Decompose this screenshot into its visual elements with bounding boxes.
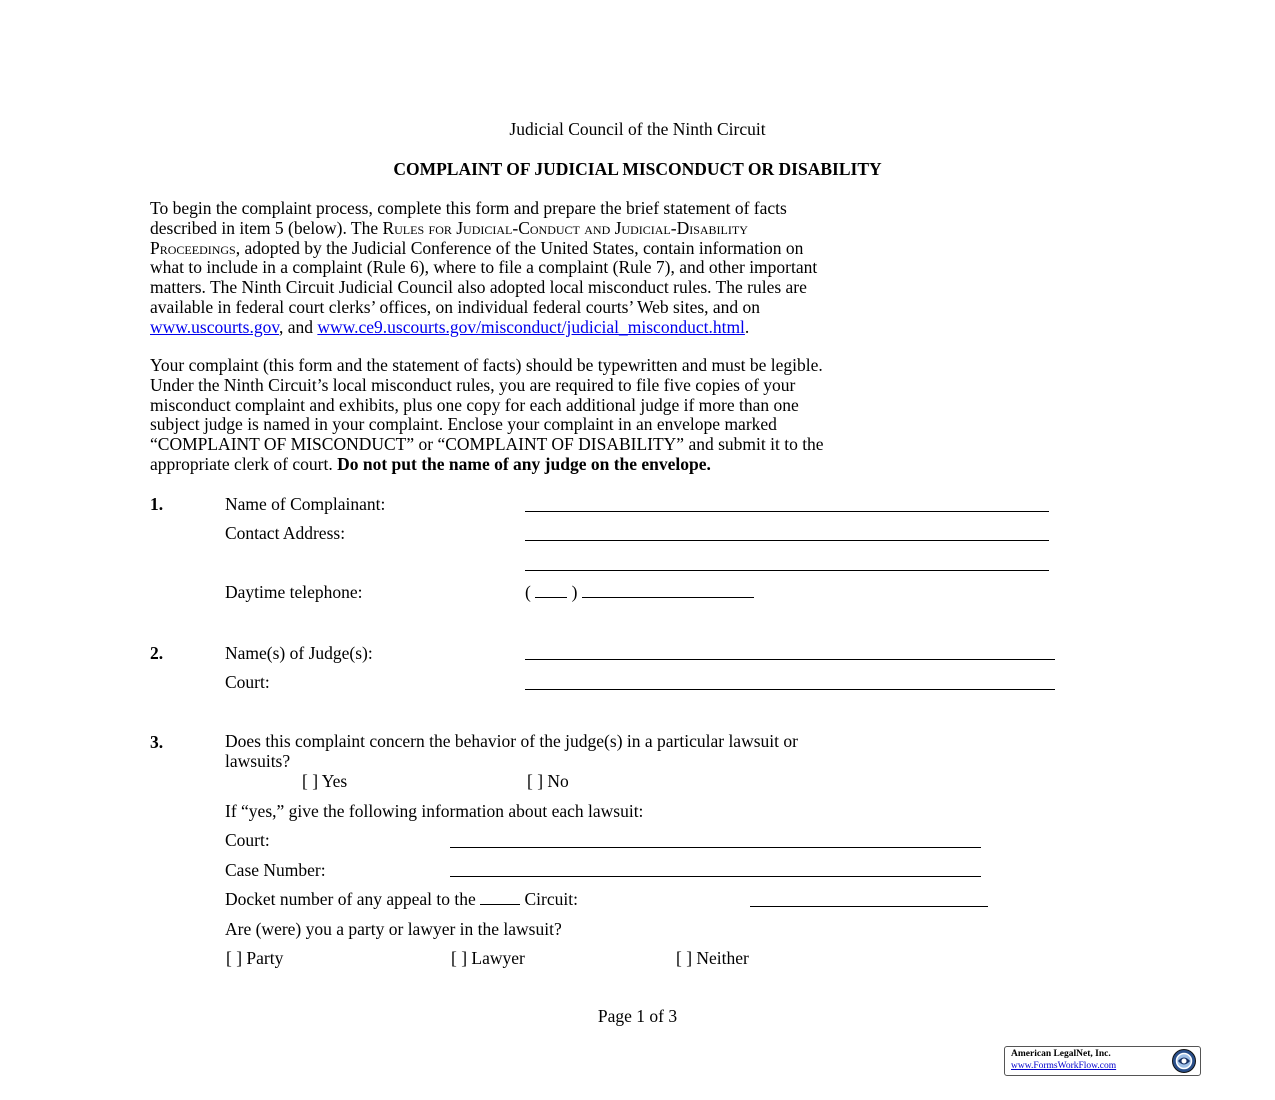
phone-number-field[interactable] bbox=[582, 583, 754, 598]
intro-text: , and bbox=[278, 316, 318, 337]
rules-title: Rules for Judicial-Conduct and Judicial-Disability bbox=[382, 217, 748, 238]
judge-court-field[interactable] bbox=[525, 689, 1055, 690]
instructions-line: Your complaint (this form and the statement of facts) should be typewritten and must be legible. bbox=[150, 355, 823, 375]
instructions-text: appropriate clerk of court. bbox=[150, 453, 338, 474]
intro-line bbox=[150, 219, 1125, 239]
american-legalnet-logo[interactable] bbox=[1004, 1046, 1201, 1076]
lawsuit-question bbox=[225, 732, 798, 772]
contact-address-field-1[interactable] bbox=[525, 540, 1049, 541]
intro-line: what to include in a complaint (Rule 6), where to file a complaint (Rule 7), and other important bbox=[150, 257, 818, 278]
intro-line bbox=[150, 318, 1125, 338]
uscourts-link[interactable]: www.uscourts.gov bbox=[150, 316, 279, 337]
party-checkbox[interactable]: [ ] Party bbox=[226, 948, 284, 968]
daytime-telephone-label: Daytime telephone: bbox=[225, 582, 363, 602]
neither-checkbox[interactable]: [ ] Neither bbox=[676, 948, 749, 968]
page-number: Page 1 of 3 bbox=[597, 1006, 678, 1026]
complainant-name-field[interactable] bbox=[525, 511, 1049, 512]
instructions-line: misconduct complaint and exhibits, plus one copy for each additional judge if more than one bbox=[150, 394, 799, 415]
instructions-line: “COMPLAINT OF MISCONDUCT” or “COMPLAINT OF DISABILITY” and submit it to the bbox=[150, 434, 824, 455]
judges-name-label: Name(s) of Judge(s): bbox=[225, 643, 373, 663]
intro-line bbox=[150, 239, 1125, 259]
case-number-field[interactable] bbox=[450, 876, 981, 877]
judges-name-field[interactable] bbox=[525, 659, 1055, 660]
logo-url[interactable]: www.FormsWorkFlow.com bbox=[1011, 1061, 1117, 1071]
docket-text: Circuit: bbox=[520, 889, 578, 909]
lawsuit-info-instruction: If “yes,” give the following information about each lawsuit: bbox=[225, 801, 644, 821]
intro-line: To begin the complaint process, complete this form and prepare the brief statement of facts bbox=[150, 198, 787, 218]
contact-address-label: Contact Address: bbox=[225, 523, 346, 543]
intro-text: , adopted by the Judicial Conference of the United States, contain information on bbox=[235, 237, 804, 258]
lawsuit-court-label: Court: bbox=[225, 830, 270, 850]
paren-close: ) bbox=[571, 582, 578, 602]
intro-text: . bbox=[744, 316, 750, 337]
intro-line: available in federal court clerks’ offices, on individual federal courts’ Web sites, and on bbox=[150, 296, 761, 317]
circuit-field[interactable] bbox=[480, 890, 520, 905]
globe-icon bbox=[1171, 1048, 1197, 1074]
contact-address-field-2[interactable] bbox=[525, 570, 1049, 571]
lawsuit-court-field[interactable] bbox=[450, 847, 981, 848]
section-number: 3. bbox=[150, 732, 164, 752]
paren-open: ( bbox=[525, 582, 531, 602]
instructions-line bbox=[150, 455, 1125, 475]
no-checkbox[interactable]: [ ] No bbox=[527, 771, 569, 791]
rules-title: Proceedings bbox=[150, 237, 236, 258]
ce9-misconduct-link[interactable]: www.ce9.uscourts.gov/misconduct/judicial_misconduct.html bbox=[317, 316, 745, 337]
docket-number-field[interactable] bbox=[750, 906, 988, 907]
section-number: 2. bbox=[150, 643, 164, 663]
instructions-line: Under the Ninth Circuit’s local misconduct rules, you are required to file five copies of your bbox=[150, 374, 796, 395]
case-number-label: Case Number: bbox=[225, 860, 326, 880]
section-number: 1. bbox=[150, 494, 164, 514]
question-line: Does this complaint concern the behavior of the judge(s) in a particular lawsuit or bbox=[225, 731, 798, 751]
docket-number-label bbox=[225, 889, 578, 910]
instructions-line: subject judge is named in your complaint. Enclose your complaint in an envelope marked bbox=[150, 414, 777, 435]
question-line: lawsuits? bbox=[225, 750, 291, 771]
intro-paragraph bbox=[150, 199, 1125, 338]
logo-name: American LegalNet, Inc. bbox=[1011, 1049, 1111, 1059]
instructions-paragraph bbox=[150, 356, 1125, 475]
party-question: Are (were) you a party or lawyer in the lawsuit? bbox=[225, 919, 562, 939]
telephone-field bbox=[525, 582, 754, 603]
area-code-field[interactable] bbox=[535, 583, 567, 598]
intro-line: matters. The Ninth Circuit Judicial Council also adopted local misconduct rules. The rules are bbox=[150, 277, 807, 298]
council-heading: Judicial Council of the Ninth Circuit bbox=[509, 119, 766, 139]
complainant-name-label: Name of Complainant: bbox=[225, 494, 386, 514]
intro-text: described in item 5 (below). The bbox=[150, 217, 383, 238]
yes-checkbox[interactable]: [ ] Yes bbox=[302, 771, 348, 791]
docket-text: Docket number of any appeal to the bbox=[225, 889, 481, 909]
form-title: COMPLAINT OF JUDICIAL MISCONDUCT OR DISABILITY bbox=[393, 159, 882, 179]
envelope-warning: Do not put the name of any judge on the envelope. bbox=[337, 453, 711, 474]
lawyer-checkbox[interactable]: [ ] Lawyer bbox=[451, 948, 525, 968]
judge-court-label: Court: bbox=[225, 672, 270, 692]
